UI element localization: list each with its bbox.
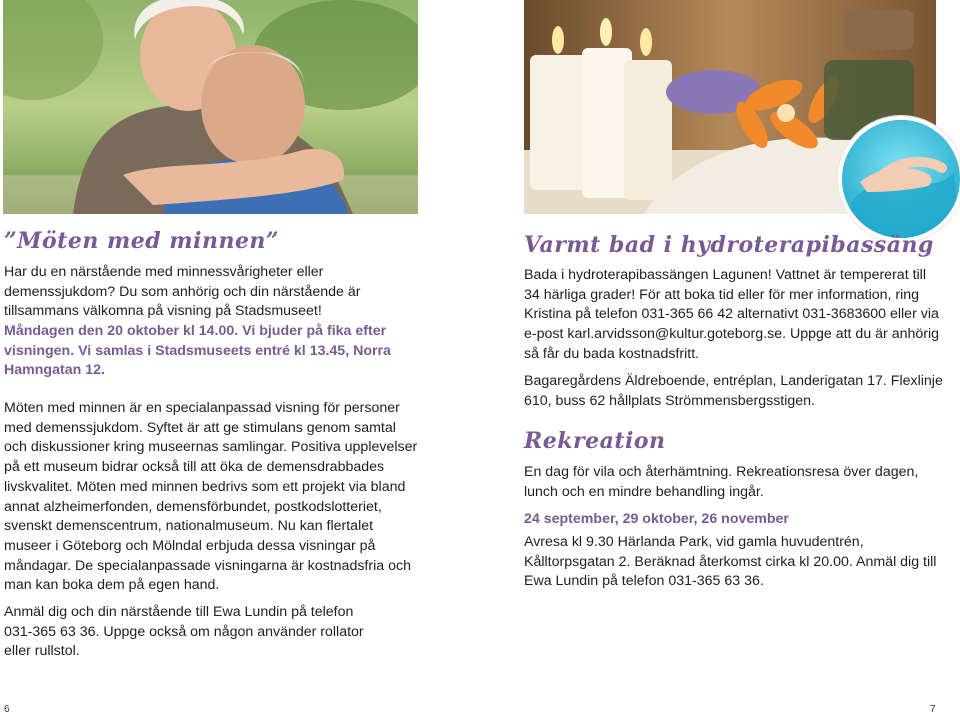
intro-paragraph: Har du en närstående med minnessvårigheter eller demenssjukdom? Du som anhörig och din närstående är tillsammans välkomna på visning på Stadsmuseet!	[4, 264, 361, 320]
photo-elderly-couple	[3, 0, 418, 214]
photo-hands-water	[838, 116, 960, 242]
dates-line: 24 september, 29 oktober, 26 november	[524, 511, 789, 527]
bath-paragraph: Bada i hydroterapibassängen Lagunen! Vattnet är tempererat till 34 härliga grader! För att boka tid eller för mer information, ring Kristina på telefon 031-365 66 42 alternativt 031-3683600 eller via e-post karl.arvidsson@kultur.goteborg.se. Uppge att du är anhörig så får du bada kostnadsfritt.	[524, 267, 940, 362]
event-details: Måndagen den 20 oktober kl 14.00. Vi bjuder på fika efter visningen. Vi samlas i Stadsmuseets entré kl 13.45, Norra Hamngatan 12.	[4, 323, 391, 379]
page-number-left: 6	[4, 704, 10, 715]
rest-paragraph: En dag för vila och återhämtning. Rekreationsresa över dagen, lunch och en mindre behandling ingår.	[524, 464, 919, 500]
trip-paragraph: Avresa kl 9.30 Härlanda Park, vid gamla huvudentrén, Kålltorpsgatan 2. Beräknad återkomst cirka kl 20.00. Anmäl dig till Ewa Lundin på telefon 031-365 63 36.	[524, 534, 937, 590]
heading-moten-med-minnen: ”Möten med minnen”	[4, 228, 280, 254]
location-paragraph: Bagaregårdens Äldreboende, entréplan, Landerigatan 17. Flexlinje 610, buss 62 hållplats Strömmensbergsstigen.	[524, 373, 943, 409]
heading-varmt-bad: Varmt bad i hydroterapibassäng	[524, 232, 934, 258]
signup-paragraph: Anmäl dig och din närstående till Ewa Lundin på telefon 031-365 63 36. Uppge också om någon använder rollator eller rullstol.	[4, 604, 364, 660]
description-paragraph: Möten med minnen är en specialanpassad visning för personer med demenssjukdom. Syftet är att ge stimulans genom samtal och diskussioner kring museernas samlingar. Positiva upplevelser på ett museum bidrar också till att öka de demensdrabbades livskvalitet. Möten med minnen bedrivs som ett projekt via bland annat alzheimerfonden, demensförbundet, postkodslotteriet, svenskt demenscentrum, nationalmuseum. Nu kan flertalet museer i Göteborg och Mölndal erbjuda dessa visningar på måndagar. De specialanpassade visningarna är kostnadsfria och man kan boka dem på egen hand.	[4, 400, 418, 594]
page-number-right: 7	[930, 704, 936, 715]
heading-rekreation: Rekreation	[524, 428, 666, 454]
